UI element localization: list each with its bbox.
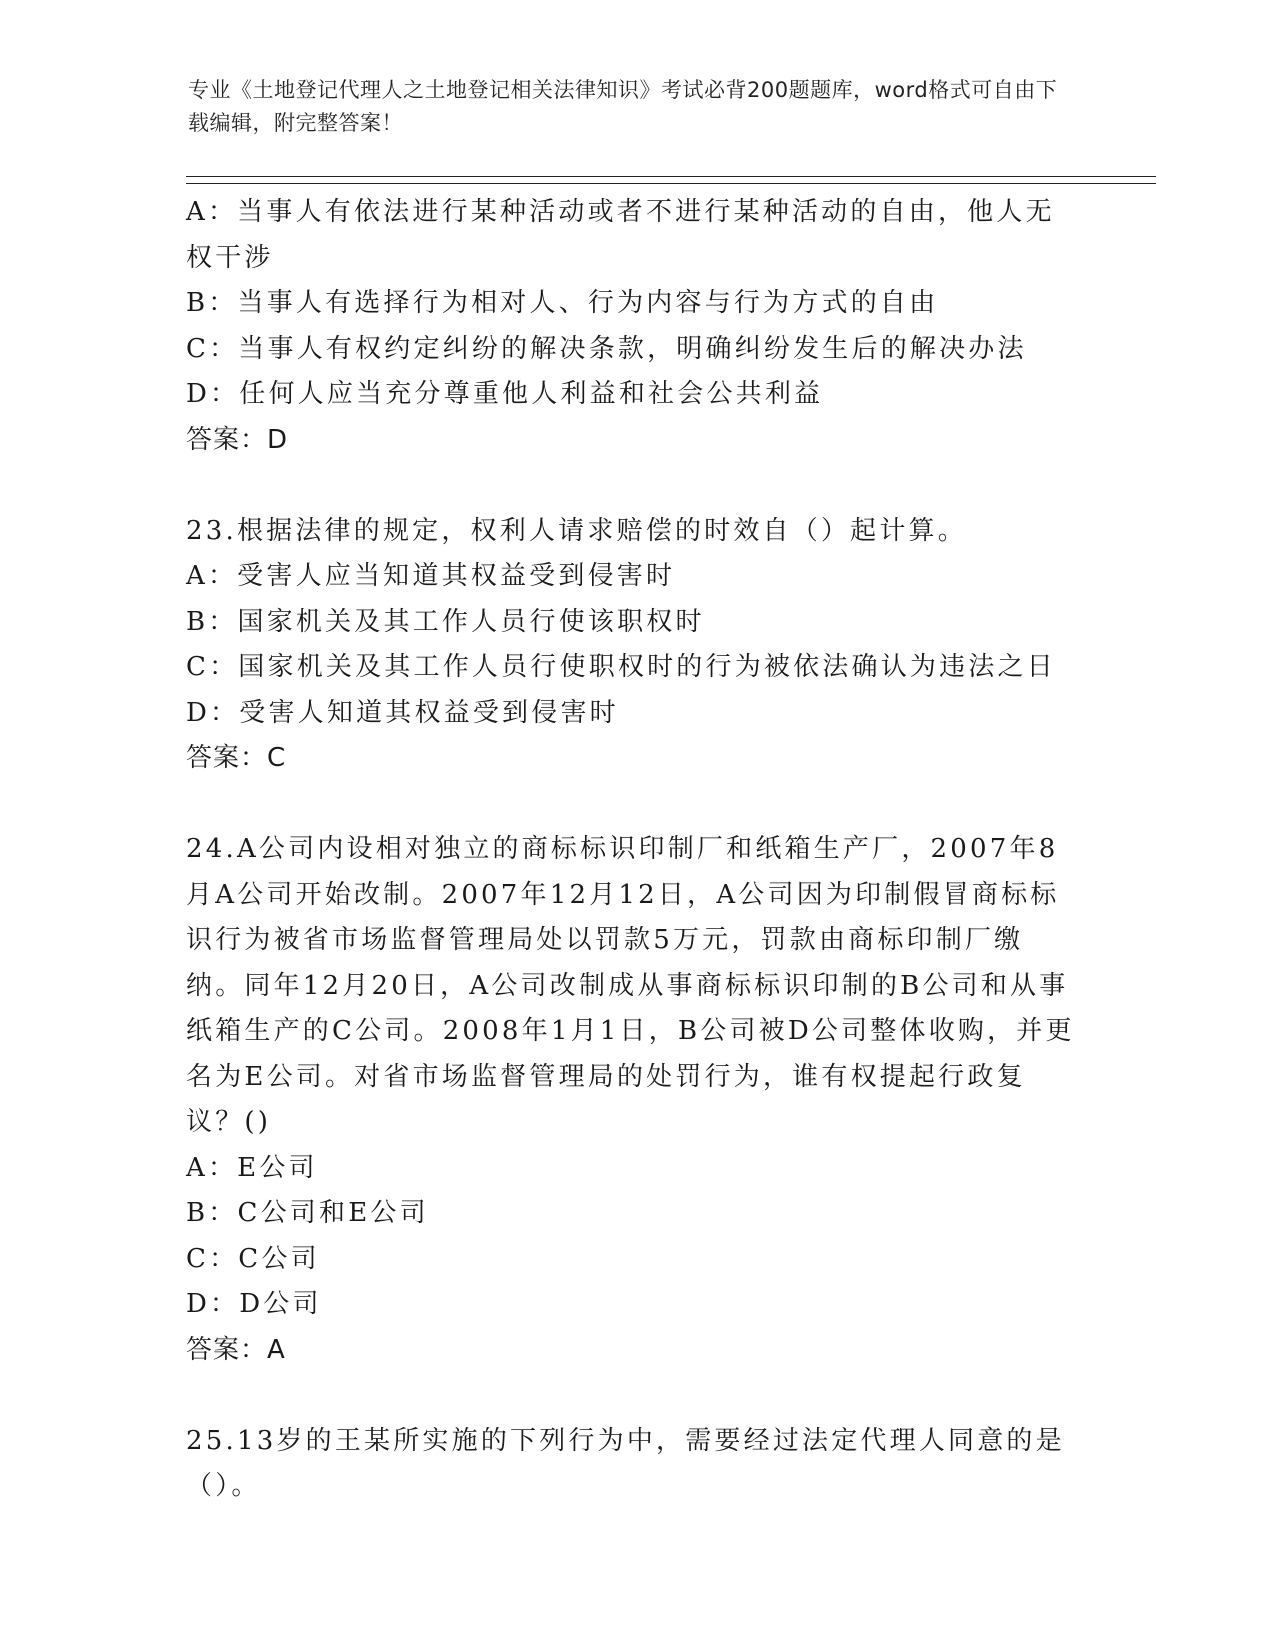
option-d: D：D公司 [186,1289,322,1319]
question-content [186,190,1076,1510]
option-c: C：国家机关及其工作人员行使职权时的行为被依法确认为违法之日 [186,652,1056,682]
spacer [186,782,1076,828]
question-25 [186,1419,1076,1510]
question-23 [186,509,1076,782]
previous-question [186,190,1076,463]
question-stem: 23.根据法律的规定，权利人请求赔偿的时效自（）起计算。 [186,515,967,546]
spacer [186,1373,1076,1419]
header-rule-top [186,176,1156,177]
question-24 [186,827,1076,1373]
option-d: D：任何人应当充分尊重他人利益和社会公共利益 [186,379,824,409]
header-rule-bottom [186,183,1156,184]
option-d: D：受害人知道其权益受到侵害时 [186,697,619,728]
option-a: A：当事人有依法进行某种活动或者不进行某种活动的自由，他人无权干涉 [186,197,1055,273]
question-stem: 25.13岁的王某所实施的下列行为中，需要经过法定代理人同意的是（）。 [186,1425,1065,1501]
option-a: A：受害人应当知道其权益受到侵害时 [186,561,676,591]
answer-label: 答案：D [186,424,289,455]
option-b: B：国家机关及其工作人员行使该职权时 [186,606,705,637]
answer-label: 答案：A [186,1334,286,1365]
option-c: C：当事人有权约定纠纷的解决条款，明确纠纷发生后的解决办法 [186,333,1027,364]
spacer [186,463,1076,509]
option-b: B：C公司和E公司 [186,1198,429,1228]
document-header: 专业《土地登记代理人之土地登记相关法律知识》考试必背200题题库，word格式可自由下载编辑，附完整答案！ [188,78,1058,135]
question-stem: 24.A公司内设相对独立的商标标识印制厂和纸箱生产厂，2007年8月A公司开始改制。2007年12月12日，A公司因为印制假冒商标标识行为被省市场监督管理局处以罚款5万元，罚款由商标印制厂缴纳。同年12月20日，A公司改制成从事商标标识印制的B公司和从事纸箱生产的C公司。2008年1月1日，B公司被D公司整体收购，并更名为E公司。对省市场监督管理局的处罚行为，谁有权提起行政复议？() [186,834,1075,1137]
answer-label: 答案：C [186,743,287,773]
option-a: A：E公司 [186,1152,318,1183]
option-b: B：当事人有选择行为相对人、行为内容与行为方式的自由 [186,288,939,318]
option-c: C：C公司 [186,1243,320,1274]
